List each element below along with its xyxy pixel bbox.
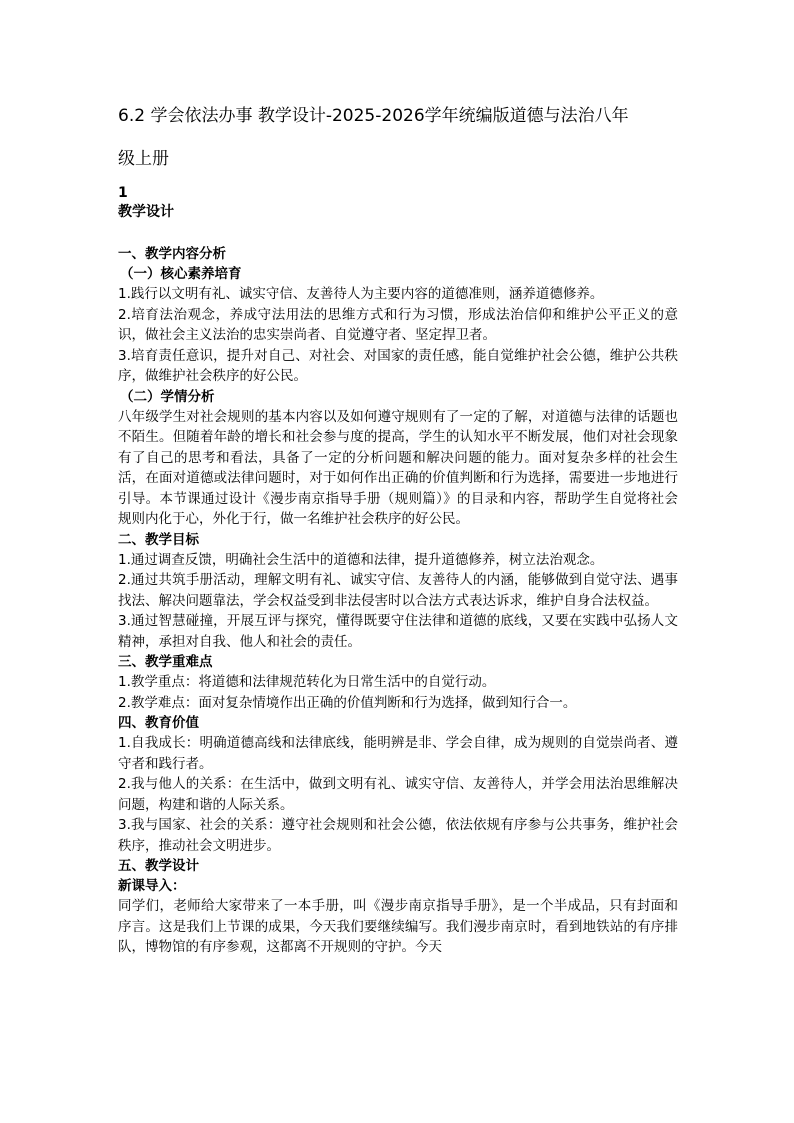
subheading-intro: 新课导入： (118, 878, 186, 894)
list-item: 1.践行以文明有礼、诚实守信、友善待人为主要内容的道德准则，涵养道德修养。 (118, 286, 604, 302)
subheading-student-analysis: （二）学情分析 (120, 388, 215, 405)
list-item: 3.培育责任意识，提升对自己、对社会、对国家的责任感，能自觉维护社会公德，维护公共秩序，做维护社会秩序的好公民。 (118, 347, 678, 384)
list-item: 1.通过调查反馈，明确社会生活中的道德和法律，提升道德修养，树立法治观念。 (118, 551, 604, 568)
title-line-1: 6.2 学会依法办事 教学设计-2025-2026学年统编版道德与法治八年 (118, 106, 629, 126)
title-line-2: 级上册 (118, 149, 169, 169)
list-item: 2.培育法治观念，养成守法用法的思维方式和行为习惯，形成法治信仰和维护公平正义的意识，做社会主义法治的忠实崇尚者、自觉遵守者、坚定捍卫者。 (118, 306, 678, 343)
list-item: 3.通过智慧碰撞，开展互评与探究，懂得既要守住法律和道德的底线，又要在实践中弘扬人文精神，承担对自我、他人和社会的责任。 (118, 613, 678, 650)
document-page (118, 104, 678, 958)
list-item: 2.我与他人的关系：在生活中，做到文明有礼、诚实守信、友善待人，并学会用法治思维解决问题，构建和谐的人际关系。 (118, 776, 678, 813)
heading-teaching-goals: 二、教学目标 (118, 531, 199, 548)
heading-key-points: 三、教学重难点 (118, 654, 213, 670)
doc-heading: 教学设计 (118, 204, 174, 220)
heading-teaching-design: 五、教学设计 (118, 858, 199, 874)
list-item: 1.自我成长：明确道德高线和法律底线，能明辨是非、学会自律，成为规则的自觉崇尚者、遵守者和践行者。 (118, 735, 678, 772)
analysis-paragraph: 八年级学生对社会规则的基本内容以及如何遵守规则有了一定的了解，对道德与法律的话题也不陌生。但随着年龄的增长和社会参与度的提高，学生的认知水平不断发展，他们对社会现象有了自己的思考和看法，具备了一定的分析问题和解决问题的能力。面对复杂多样的社会生活，在面对道德或法律问题时，对于如何作出正确的价值判断和行为选择，需要进一步地进行引导。本节课通过设计《漫步南京指导手册（规则篇）》的目录和内容，帮助学生自觉将社会规则内化于心，外化于行，做一名维护社会秩序的好公民。 (118, 408, 678, 527)
heading-content-analysis: 一、教学内容分析 (118, 246, 226, 262)
section-number: 1 (118, 185, 128, 201)
list-item: 3.我与国家、社会的关系：遵守社会规则和社会公德，依法依规有序参与公共事务，维护社会秩序，推动社会文明进步。 (118, 817, 678, 854)
list-item: 2.通过共筑手册活动，理解文明有礼、诚实守信、友善待人的内涵，能够做到自觉守法、遇事找法、解决问题靠法，学会权益受到非法侵害时以合法方式表达诉求，维护自身合法权益。 (118, 572, 678, 609)
list-item: 1.教学重点：将道德和法律规范转化为日常生活中的自觉行动。 (118, 674, 496, 690)
intro-paragraph: 同学们，老师给大家带来了一本手册，叫《漫步南京指导手册》，是一个半成品，只有封面和序言。这是我们上节课的成果，今天我们要继续编写。我们漫步南京时，看到地铁站的有序排队，博物馆的有序参观，这都离不开规则的守护。今天 (118, 898, 678, 955)
list-item: 2.教学难点：面对复杂情境作出正确的价值判断和行为选择，做到知行合一。 (118, 694, 577, 711)
document-title (118, 104, 678, 171)
heading-education-value: 四、教育价值 (118, 715, 199, 731)
subheading-core-literacy: （一）核心素养培育 (120, 266, 242, 282)
